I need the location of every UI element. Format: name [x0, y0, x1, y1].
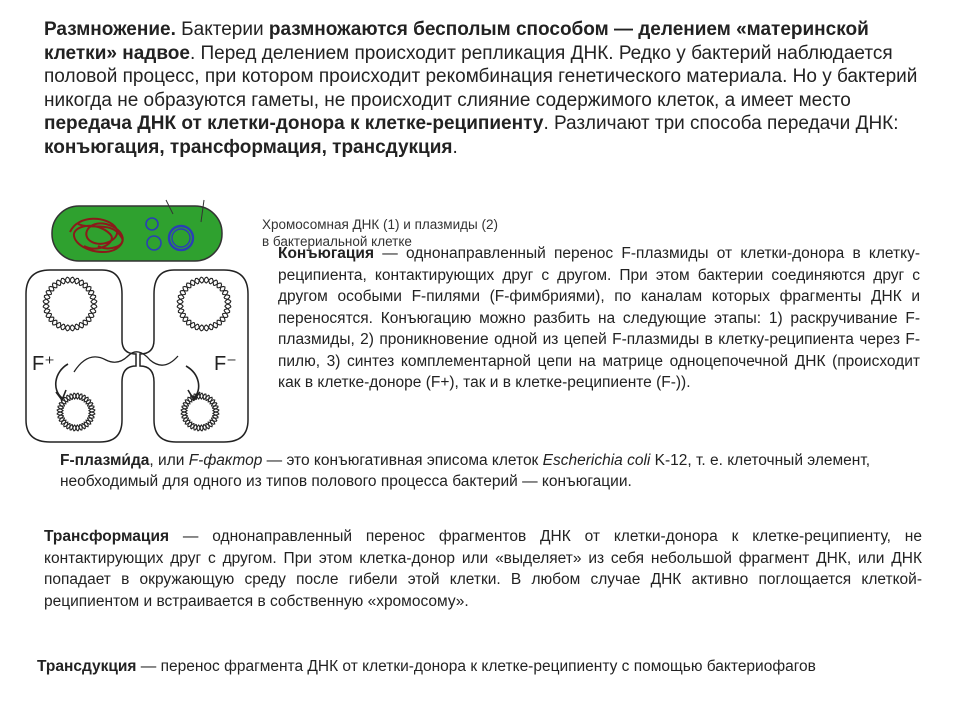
figure-caption-line-2: в бактериальной клетке	[262, 234, 412, 249]
donor-dna-ring-top-strand-2	[43, 277, 97, 331]
fplasmid-paragraph	[60, 450, 880, 492]
f-minus-label: F⁻	[214, 353, 237, 375]
fplasmid-text-3: K-12, т. е. клеточный элемент, необходимый для одного из типов полового процесса бактерий — конъюгации.	[60, 452, 871, 490]
transformation-term: Трансформация	[44, 528, 170, 545]
recipient-dna-ring-top-strand-1	[177, 277, 231, 331]
transformation-text: — однонаправленный перенос фрагментов ДНК от клетки-донора к клетке-реципиенту, не контактирующих друг с другом. При этом клетка-донор или «выделяет» из себя небольшой фрагмент ДНК, или ДНК попадает в окружающую среду после гибели этой клетки. В любом случае ДНК активно поглощается клеткой-реципиентом и встраивается в собственную «хромосому».	[44, 528, 922, 610]
recipient-dna-ring-bottom-strand-2	[181, 393, 219, 431]
recipient-dna-ring-bottom-strand-1	[181, 393, 219, 431]
transduction-term: Трансдукция	[37, 658, 137, 675]
f-plus-label: F⁺	[32, 353, 55, 375]
intro-text-2: . Перед делением происходит репликация ДНК. Редко у бактерий наблюдается половой процесс, при котором происходит рекомбинация генетического материала. Но у бактерий никогда не образуются гаметы, не происходит слияние содержимого клеток, а имеет место	[44, 42, 918, 111]
fplasmid-term: F-плазми́да	[60, 452, 150, 469]
transduction-text: — перенос фрагмента ДНК от клетки-донора к клетке-реципиенту с помощью бактериофагов	[136, 658, 816, 675]
conjugation-term: Конъюгация	[278, 245, 375, 262]
intro-bold-binary-fission: размножаются бесполым способом — делением «материнской клетки» надвое	[44, 19, 869, 64]
intro-text-3: . Различают три способа передачи ДНК:	[543, 113, 899, 134]
intro-text-1: Бактерии	[175, 19, 269, 40]
rotation-arrow-right	[186, 366, 199, 398]
intro-text-4: .	[452, 136, 458, 158]
conjugation-paragraph	[278, 243, 920, 394]
fplasmid-italic-ecoli: Escherichia coli	[542, 452, 651, 469]
dna-rings	[43, 277, 231, 431]
intro-term-reproduction: Размножение.	[44, 19, 176, 40]
transduction-paragraph	[37, 656, 907, 677]
donor-dna-ring-top-strand-1	[43, 277, 97, 331]
bacterial-cell-body	[52, 206, 222, 261]
bacterial-cell-diagram	[52, 200, 222, 261]
intro-bold-three-methods: конъюгация, трансформация, трансдукция	[44, 136, 453, 158]
recipient-dna-ring-top-strand-2	[177, 277, 231, 331]
intro-paragraph	[44, 18, 924, 159]
fplasmid-italic-ffactor: F-фактор	[188, 452, 263, 469]
fplasmid-text-1: , или	[149, 452, 189, 469]
conjugation-text: — однонаправленный перенос F-плазмиды от клетки-донора в клетку-реципиента, контактирующих друг с другом. При этом бактерии соединяются друг с другом особыми F-пилями (F-фимбриями), по каналам которых фрагменты ДНК и переносятся. Конъюгацию можно разбить на следующие этапы: 1) раскручивание F-плазмиды, 2) проникновение одной из цепей F-плазмиды в клетку-реципиента через F-пилю, 3) синтез комплементарной цепи на матрице одноцепочечной ДНК (происходит как в клетке-доноре (F+), так и в клетке-реципиенте (F-)).	[278, 245, 920, 391]
transformation-paragraph	[44, 526, 922, 612]
figure-caption-line-1: Хромосомная ДНК (1) и плазмиды (2)	[262, 217, 498, 232]
intro-bold-dna-transfer: передача ДНК от клетки-донора к клетке-реципиенту	[44, 113, 544, 134]
conjugation-figure	[18, 194, 258, 446]
fplasmid-text-2: — это конъюгативная эписома клеток	[262, 452, 543, 469]
